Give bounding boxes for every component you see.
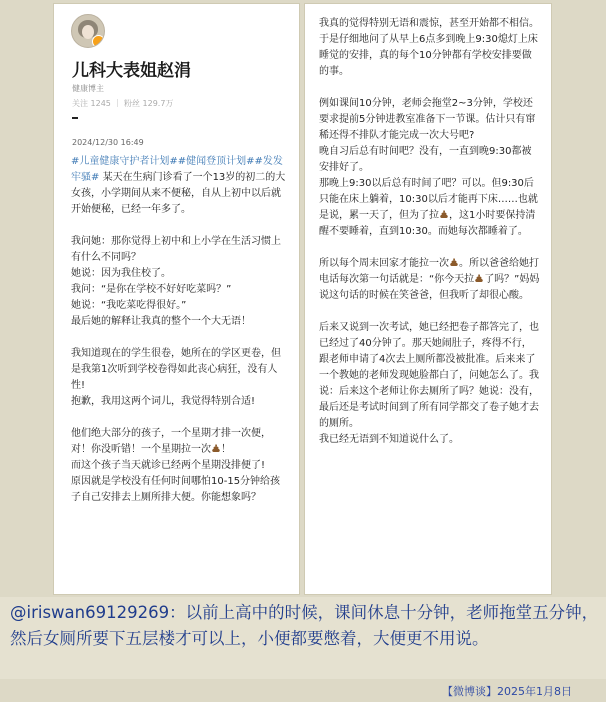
post-text: 她说：“我吃菜吃得很好。”: [71, 300, 187, 311]
post-body-right: [319, 16, 541, 448]
post-text: 她说：因为我住校了。: [71, 268, 171, 279]
post-text: 了吗？”妈妈说这句话的时候在笑爸爸，但我听了却很心酸。: [319, 274, 540, 301]
comment-box: [0, 597, 606, 679]
comment-text: [10, 600, 600, 652]
post-text: 。所以爸爸给她打电话每次第一句话就是：“你今天拉: [319, 258, 539, 285]
comment-username[interactable]: @iriswan69129269：: [10, 603, 186, 622]
post-text: ！: [221, 444, 231, 455]
post-panel-left: [53, 3, 300, 595]
poop-emoji-icon: [449, 257, 459, 267]
post-text: 例如课间10分钟，老师会拖堂2~3分钟，学校还要求提前5分钟进教室准备下一节课。估计只有窜稀还得不排队才能完成一次大号吧?: [319, 98, 536, 141]
post-paragraph: [71, 346, 289, 410]
avatar[interactable]: [71, 14, 105, 48]
post-text: 我知道现在的学生很卷，她所在的学区更卷，但是我第1次听到学校卷得如此丧心病狂，没有人性!: [71, 348, 281, 391]
post-text: 我已经无语到不知道说什么了。: [319, 434, 459, 445]
post-text: 后来又说到一次考试，她已经把卷子都答完了，也已经过了40分钟了。那天她闹肚子，疼得不行，跟老师申请了4次去上厕所都没被批准。后来来了一个教她的老师发现她脸都白了，问她怎么了。我说：后来这个老师让你去厕所了吗？她说：没有，最后还是考试时间到了所有同学都交了卷子她才去的厕所。: [319, 322, 539, 429]
post-paragraph: [319, 96, 541, 240]
post-text: 他们绝大部分的孩子，一个星期才排一次便，: [71, 428, 271, 439]
post-paragraph: [71, 154, 289, 218]
source-label: 【微博谈】2025年1月8日: [442, 685, 572, 698]
post-text: 而这个孩子当天就诊已经两个星期没排便了!: [71, 460, 266, 471]
post-panel-right: [304, 3, 552, 595]
post-paragraph: [71, 234, 289, 330]
post-text: 某天在生病门诊看了一个13岁的初二的大女孩，小学期间从来不便秘，自从上初中以后就开始便秘，已经一年多了。: [71, 172, 286, 215]
comment-content: 以前上高中的时候，课间休息十分钟，老师拖堂五分钟，然后女厕所要下五层楼才可以上，小便都要憋着，大便更不用说。: [10, 603, 599, 648]
post-time: 2024/12/30 16:49: [72, 138, 144, 147]
poop-emoji-icon: [439, 209, 449, 219]
poop-emoji-icon: [211, 443, 221, 453]
post-text: 原因就是学校没有任何时间哪怕10-15分钟给孩子自己安排去上厕所排大便。你能想象吗？: [71, 476, 281, 503]
post-paragraph: [319, 320, 541, 448]
user-tag: 健康博主: [72, 84, 104, 93]
post-text: 所以每个周末回家才能拉一次: [319, 258, 449, 269]
user-stats: 关注 1245 ｜ 粉丝 129.7万: [72, 99, 174, 108]
post-text: 抱歉，我用这两个词儿，我觉得特别合适!: [71, 396, 256, 407]
verified-badge-icon: [92, 35, 105, 48]
footer: [0, 680, 606, 702]
post-text: 晚自习后总有时间吧？没有，一直到晚9:30都被安排好了。: [319, 146, 532, 173]
post-body-left: [71, 154, 289, 506]
post-paragraph: [319, 16, 541, 80]
user-name[interactable]: 儿科大表姐赵涓: [72, 61, 191, 81]
post-text: 那晚上9:30以后总有时间了吧？可以。但9:30后只能在床上躺着，10:30以后才能再下床……也就是说，累一天了，但为了拉: [319, 178, 538, 221]
post-paragraph: [71, 426, 289, 506]
post-text: 我问她：那你觉得上初中和上小学在生活习惯上有什么不同吗？: [71, 236, 281, 263]
poop-emoji-icon: [474, 273, 484, 283]
post-text: ，这1小时要保持清醒不要睡着，直到10:30。而她每次都睡着了。: [319, 210, 536, 237]
post-paragraph: [319, 256, 541, 304]
post-text: 最后她的解释让我真的整个一个大无语！: [71, 316, 251, 327]
post-text: 我问：“是你在学校不好好吃菜吗？”: [71, 284, 232, 295]
post-text: 对！你没听错！一个星期拉一次: [71, 444, 211, 455]
divider: [72, 117, 78, 119]
topic-links[interactable]: #儿童健康守护者计划##健闻登顶计划##发发牢骚#: [71, 156, 283, 183]
post-text: 我真的觉得特别无语和震惊，甚至开始都不相信。于是仔细地问了从早上6点多到晚上9:30熄灯上床睡觉的安排，真的每个10分钟都有学校安排要做的事。: [319, 18, 539, 77]
